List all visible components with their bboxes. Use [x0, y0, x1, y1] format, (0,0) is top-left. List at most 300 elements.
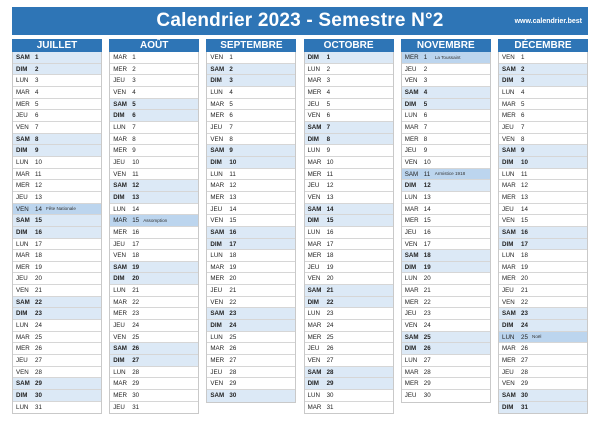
day-row [402, 367, 490, 379]
day-number: 25 [423, 333, 431, 341]
day-row [499, 297, 587, 309]
day-row [305, 332, 393, 344]
day-number: 29 [132, 380, 140, 388]
day-row [305, 390, 393, 402]
day-number: 15 [229, 217, 237, 225]
day-row [305, 64, 393, 76]
day-number: 3 [132, 77, 136, 85]
day-number: 24 [423, 322, 431, 330]
day-number: 1 [132, 54, 136, 61]
day-row [207, 239, 295, 251]
day-row [402, 75, 490, 87]
day-number: 6 [132, 112, 136, 120]
day-row [110, 297, 198, 309]
day-name: LUN [307, 228, 320, 236]
day-row [305, 169, 393, 181]
day-row [305, 343, 393, 355]
day-row [499, 355, 587, 367]
day-row [207, 192, 295, 204]
day-name: LUN [307, 65, 320, 73]
day-number: 7 [326, 123, 331, 131]
day-number: 28 [521, 368, 528, 376]
day-number: 19 [423, 263, 431, 271]
day-row [499, 215, 587, 227]
day-name: JEU [113, 77, 125, 85]
day-number: 26 [423, 345, 431, 353]
day-row [402, 157, 490, 169]
day-row [499, 204, 587, 216]
day-name: SAM [16, 54, 30, 61]
day-row [110, 343, 198, 355]
day-name: JEU [502, 123, 514, 131]
day-name: MER [502, 112, 516, 120]
day-row [207, 215, 295, 227]
day-number: 24 [521, 322, 528, 330]
holiday-label: Armistice 1918 [434, 171, 466, 177]
day-number: 5 [326, 100, 331, 108]
day-name: DIM [502, 77, 514, 85]
day-name: SAM [113, 263, 127, 271]
month-column [206, 39, 296, 413]
day-row [207, 262, 295, 274]
day-row [207, 227, 295, 239]
day-number: 10 [521, 158, 528, 166]
day-name: MAR [307, 322, 322, 330]
day-name: MAR [113, 54, 127, 61]
day-row [110, 145, 198, 157]
day-name: LUN [307, 392, 320, 400]
day-number: 23 [521, 310, 528, 318]
day-name: SAM [502, 310, 516, 318]
day-name: MER [502, 193, 516, 201]
day-name: MAR [502, 263, 516, 271]
day-name: MAR [210, 345, 225, 353]
day-name: DIM [16, 228, 28, 236]
day-number: 22 [132, 298, 140, 306]
day-name: SAM [210, 392, 225, 400]
day-name: DIM [502, 158, 514, 166]
day-number: 24 [229, 322, 237, 330]
month-column [109, 39, 199, 413]
day-row [305, 192, 393, 204]
day-number: 6 [35, 112, 39, 120]
day-row [305, 367, 393, 379]
day-name: MER [113, 310, 127, 318]
day-number: 28 [35, 368, 42, 376]
day-row [110, 134, 198, 146]
day-row [207, 87, 295, 99]
day-number: 3 [326, 77, 331, 85]
day-number: 8 [521, 135, 525, 143]
day-row [402, 343, 490, 355]
day-row [207, 122, 295, 134]
day-name: MER [502, 275, 516, 283]
day-number: 13 [229, 193, 237, 201]
day-number: 16 [229, 228, 237, 236]
day-number: 19 [229, 263, 237, 271]
day-name: JEU [307, 345, 320, 353]
day-number: 15 [423, 217, 431, 225]
day-name: LUN [307, 147, 320, 155]
day-number: 26 [521, 345, 528, 353]
day-number: 10 [326, 158, 334, 166]
day-number: 4 [229, 88, 233, 96]
day-name: VEN [307, 193, 321, 201]
day-number: 30 [326, 392, 334, 400]
day-number: 11 [229, 170, 236, 178]
day-name: LUN [16, 77, 29, 85]
day-number: 16 [423, 228, 431, 236]
day-name: LUN [113, 368, 126, 376]
day-name: MAR [404, 205, 419, 213]
day-number: 4 [132, 88, 136, 96]
day-row [499, 285, 587, 297]
day-row [13, 355, 101, 367]
day-number: 21 [521, 287, 528, 295]
day-number: 22 [229, 298, 237, 306]
day-name: DIM [210, 322, 222, 330]
day-row [207, 145, 295, 157]
day-row [499, 64, 587, 76]
day-name: SAM [307, 368, 322, 376]
day-number: 7 [35, 123, 39, 131]
day-row [402, 378, 490, 390]
day-row [499, 402, 587, 414]
day-name: SAM [307, 205, 322, 213]
day-row [402, 99, 490, 111]
day-number: 17 [423, 240, 431, 248]
day-number: 26 [229, 345, 237, 353]
day-number: 31 [35, 403, 42, 411]
day-name: MAR [307, 158, 322, 166]
month-header: OCTOBRE [304, 39, 394, 52]
day-number: 27 [229, 357, 237, 365]
day-number: 21 [132, 287, 140, 295]
day-row [402, 239, 490, 251]
day-row [402, 390, 490, 402]
day-row [110, 64, 198, 76]
day-name: LUN [404, 357, 418, 365]
day-row [110, 169, 198, 181]
day-number: 2 [132, 65, 136, 73]
month-header: SEPTEMBRE [206, 39, 296, 52]
day-name: VEN [502, 298, 515, 306]
months-grid [12, 39, 588, 413]
day-row [305, 355, 393, 367]
day-number: 2 [521, 65, 525, 73]
day-name: SAM [113, 182, 127, 190]
holiday-row [499, 332, 587, 344]
day-row [499, 308, 587, 320]
day-number: 3 [229, 77, 233, 85]
day-row [305, 87, 393, 99]
day-number: 2 [423, 65, 428, 73]
day-number: 3 [521, 77, 525, 85]
day-number: 9 [229, 147, 233, 155]
day-name: VEN [16, 205, 29, 213]
day-name: SAM [307, 123, 322, 131]
day-number: 14 [326, 205, 334, 213]
day-number: 11 [132, 170, 139, 178]
day-row [499, 75, 587, 87]
day-row [402, 285, 490, 297]
day-number: 18 [423, 252, 431, 260]
day-name: DIM [307, 298, 319, 306]
day-number: 15 [35, 217, 42, 225]
day-number: 22 [326, 298, 334, 306]
day-row [207, 343, 295, 355]
day-number: 10 [35, 158, 42, 166]
day-row [499, 157, 587, 169]
day-name: MAR [16, 333, 30, 341]
day-number: 19 [35, 263, 42, 271]
day-row [402, 262, 490, 274]
day-row [13, 75, 101, 87]
day-number: 17 [521, 240, 528, 248]
day-number: 7 [521, 123, 525, 131]
day-row [110, 390, 198, 402]
day-name: LUN [307, 310, 320, 318]
day-name: MAR [210, 182, 225, 190]
day-row [110, 367, 198, 379]
day-name: VEN [404, 322, 418, 330]
day-number: 2 [326, 65, 331, 73]
day-number: 8 [132, 135, 136, 143]
day-name: VEN [502, 217, 515, 225]
day-name: DIM [16, 147, 28, 155]
day-name: JEU [404, 392, 417, 400]
day-name: MER [113, 392, 127, 400]
holiday-row [402, 52, 490, 64]
day-name: VEN [210, 380, 224, 388]
day-row [305, 134, 393, 146]
day-name: DIM [502, 322, 514, 330]
day-number: 16 [35, 228, 42, 236]
day-number: 5 [521, 100, 525, 108]
day-row [13, 134, 101, 146]
day-number: 30 [132, 392, 140, 400]
day-number: 1 [423, 54, 428, 61]
day-name: MER [210, 275, 225, 283]
day-number: 13 [423, 193, 431, 201]
day-row [305, 320, 393, 332]
day-name: JEU [307, 100, 320, 108]
day-number: 29 [423, 380, 431, 388]
holiday-row [110, 215, 198, 227]
day-row [305, 75, 393, 87]
day-row [13, 332, 101, 344]
day-number: 16 [132, 228, 140, 236]
day-name: MER [16, 182, 30, 190]
day-name: LUN [16, 240, 29, 248]
day-number: 26 [132, 345, 140, 353]
day-name: DIM [307, 54, 319, 61]
day-number: 28 [132, 368, 140, 376]
day-name: MAR [16, 88, 30, 96]
day-number: 20 [35, 275, 42, 283]
day-name: MAR [502, 100, 516, 108]
day-name: DIM [404, 263, 417, 271]
day-name: VEN [113, 88, 126, 96]
day-name: MAR [113, 217, 127, 225]
day-row [207, 378, 295, 390]
day-number: 9 [423, 147, 428, 155]
day-row [402, 192, 490, 204]
day-row [207, 110, 295, 122]
day-row [207, 52, 295, 64]
day-row [110, 227, 198, 239]
day-number: 31 [521, 403, 528, 411]
day-name: VEN [113, 333, 126, 341]
day-row [13, 122, 101, 134]
day-row [207, 367, 295, 379]
month-column [401, 39, 491, 413]
day-name: SAM [404, 170, 419, 178]
day-name: MAR [210, 263, 225, 271]
day-name: DIM [16, 310, 28, 318]
day-number: 20 [326, 275, 334, 283]
day-row [402, 110, 490, 122]
day-name: JEU [16, 275, 28, 283]
day-name: MAR [404, 368, 419, 376]
day-name: VEN [210, 54, 224, 61]
day-name: JEU [113, 403, 125, 411]
day-name: DIM [113, 357, 125, 365]
day-name: DIM [113, 112, 125, 120]
day-name: DIM [16, 65, 28, 73]
day-name: LUN [113, 287, 126, 295]
day-number: 6 [423, 112, 428, 120]
day-number: 14 [35, 205, 42, 213]
day-row [305, 204, 393, 216]
day-number: 4 [35, 88, 39, 96]
day-number: 13 [326, 193, 334, 201]
day-row [13, 215, 101, 227]
day-row [499, 145, 587, 157]
day-number: 15 [326, 217, 334, 225]
day-number: 19 [132, 263, 140, 271]
day-number: 11 [35, 170, 42, 178]
day-row [13, 99, 101, 111]
month-column [498, 39, 588, 413]
day-name: VEN [502, 135, 515, 143]
day-name: JEU [16, 112, 28, 120]
day-row [305, 227, 393, 239]
day-row [110, 75, 198, 87]
day-row [13, 87, 101, 99]
day-name: VEN [210, 135, 224, 143]
day-number: 25 [229, 333, 237, 341]
day-number: 24 [326, 322, 334, 330]
day-name: SAM [307, 287, 322, 295]
day-number: 5 [423, 100, 428, 108]
day-name: VEN [404, 158, 418, 166]
day-name: DIM [404, 182, 417, 190]
day-list [304, 52, 394, 414]
day-number: 15 [521, 217, 528, 225]
day-name: VEN [307, 275, 321, 283]
day-row [13, 308, 101, 320]
month-column [304, 39, 394, 413]
day-name: MER [404, 217, 419, 225]
day-number: 25 [35, 333, 42, 341]
day-number: 21 [35, 287, 42, 295]
day-number: 14 [229, 205, 237, 213]
day-number: 14 [132, 205, 140, 213]
day-row [402, 204, 490, 216]
day-row [207, 308, 295, 320]
day-number: 12 [35, 182, 42, 190]
day-number: 31 [132, 403, 140, 411]
day-name: VEN [113, 170, 126, 178]
day-name: MER [404, 380, 419, 388]
day-number: 14 [423, 205, 431, 213]
day-number: 21 [326, 287, 334, 295]
day-number: 4 [326, 88, 331, 96]
day-row [110, 239, 198, 251]
day-name: SAM [210, 65, 225, 73]
day-row [305, 122, 393, 134]
day-list [109, 52, 199, 414]
day-name: VEN [16, 368, 29, 376]
day-number: 30 [35, 392, 42, 400]
day-row [402, 227, 490, 239]
day-number: 4 [521, 88, 525, 96]
day-row [13, 192, 101, 204]
day-row [499, 367, 587, 379]
day-number: 10 [132, 158, 140, 166]
day-number: 24 [35, 322, 42, 330]
day-number: 16 [326, 228, 334, 236]
day-number: 25 [326, 333, 334, 341]
day-name: LUN [113, 123, 126, 131]
day-row [207, 99, 295, 111]
day-number: 10 [423, 158, 431, 166]
day-number: 12 [423, 182, 431, 190]
day-number: 27 [132, 357, 140, 365]
day-name: JEU [210, 287, 223, 295]
day-name: VEN [404, 77, 418, 85]
day-name: MER [210, 112, 225, 120]
day-number: 17 [132, 240, 140, 248]
day-row [402, 134, 490, 146]
day-number: 28 [326, 368, 334, 376]
day-name: LUN [404, 112, 418, 120]
day-number: 17 [326, 240, 334, 248]
day-row [305, 110, 393, 122]
day-row [305, 99, 393, 111]
day-name: DIM [210, 158, 222, 166]
day-number: 19 [521, 263, 528, 271]
day-number: 1 [35, 54, 39, 61]
day-list [498, 52, 588, 414]
day-number: 13 [35, 193, 42, 201]
day-name: DIM [502, 403, 514, 411]
day-number: 29 [521, 380, 528, 388]
day-row [305, 180, 393, 192]
day-row [13, 110, 101, 122]
day-row [499, 87, 587, 99]
day-row [110, 262, 198, 274]
day-row [110, 273, 198, 285]
holiday-label: Assomption [143, 217, 168, 223]
day-number: 3 [423, 77, 428, 85]
day-number: 20 [229, 275, 237, 283]
day-name: JEU [307, 182, 320, 190]
day-row [499, 227, 587, 239]
day-name: MAR [404, 287, 419, 295]
month-header: AOÛT [109, 39, 199, 52]
